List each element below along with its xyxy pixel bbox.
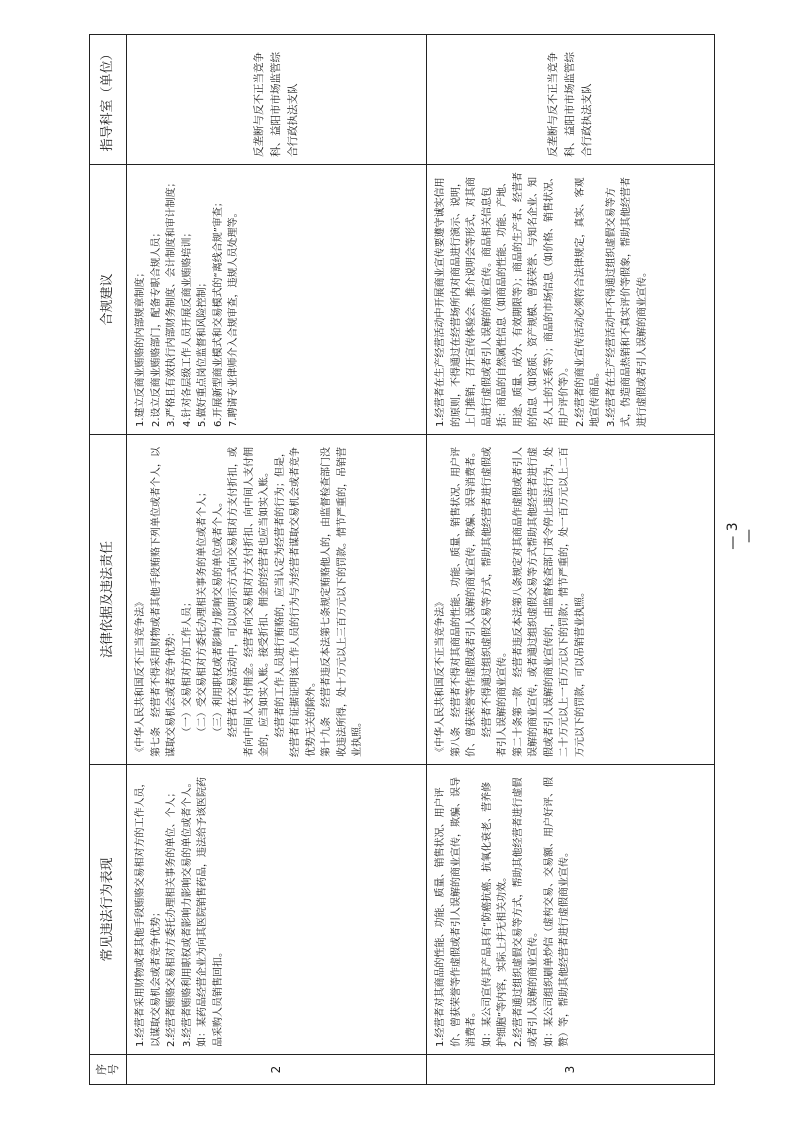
behavior-example: 如：某公司组织刷单炒信（虚构交易、交易额、用户好评、假赞）等，帮助其他经营者进行虚假商业宣传。: [543, 777, 570, 1047]
advice-line: 2.设立反商业贿赂部门，配备专职合规人员；: [150, 227, 162, 427]
unit-cell: 反垄断与反不正当竞争科、益阳市市场监管综合行政执法支队: [127, 35, 427, 165]
unit-cell: 反垄断与反不正当竞争科、益阳市市场监管综合行政执法支队: [427, 35, 715, 165]
advice-line: 1.经营者在生产经营活动中开展商业宣传要遵守诚实信用的原则，不得通过在经营场所内对商品进行演示、说明，上门推销，召开宣传体验会、推介说明会等形式，对其商品进行虚假或者引人误解的商业宣传。商品相关信息包括：商品的自然属性信息（如商品的性能、功能、产地、用途、质量、成分、有效期限等）；商品的生产者、经营者的信息（如资质、资产规模、曾获荣誉、与知名企业、知名人士的关系等）；商品的市场信息（如价格、销售状况、用户评价等）。: [435, 172, 570, 427]
row-number: 2: [127, 1055, 427, 1085]
compliance-table: [89, 34, 715, 1085]
legal-line: 《中华人民共和国反不正当竞争法》: [435, 597, 446, 757]
behavior-line: 2.经营者贿赂交易相对方委托办理相关事务的单位、个人；: [166, 787, 177, 1047]
table-row: [127, 35, 427, 1085]
advice-line: 7.聘请专业律师介入合规审查，违规人员处理等。: [228, 207, 239, 427]
legal-line: 《中华人民共和国反不正当竞争法》: [135, 597, 146, 757]
legal-line: 经营者不得通过组织虚假交易等方式，帮助其他经营者进行虚假或者引人误解的商业宣传。: [481, 447, 508, 757]
behavior-line: 1.经营者对其商品的性能、功能、质量、销售状况、用户评价、曾获荣誉等作虚假或者引人误解的商业宣传，欺骗、误导消费者。: [435, 777, 477, 1047]
legal-line: 第十九条 经营者违反本法第七条规定贿赂他人的，由监督检查部门没收违法所得，处十万元以上三百万元以下的罚款。情节严重的，吊销营业执照。: [321, 447, 363, 757]
advice-line: 5.做好重点岗位监督和风险控制；: [197, 277, 208, 427]
behavior-line: 1.经营者采用财物或者其他手段贿赂交易相对方的工作人员，以谋取交易机会或者竞争优势；: [135, 777, 162, 1047]
advice-line: 3.经营者在生产经营活动中不得通过组织虚假交易等方式，伪造商品热销和不真实评价等假象，帮助其他经营者进行虚假或者引人误解的商业宣传。: [605, 177, 648, 427]
header-row: [90, 35, 127, 1085]
behavior-line: 3.经营者贿赂利用职权或者影响力影响交易的单位或者个人。: [181, 777, 193, 1047]
advice-line: 6.开展新型商业模式和交易模式的“离线合规”审查；: [212, 197, 224, 427]
legal-line: （一）交易相对方的工作人员；: [181, 597, 193, 737]
legal-line: 第二十条第一款 经营者违反本法第八条规定对其商品作虚假或者引人误解的商业宣传，或者通过组织虚假交易等方式帮助其他经营者进行虚假或者引人误解的商业宣传的，由监督检查部门责令停止违法行为，处二十万元以上一百万元以下的罚款；情节严重的，处一百万元以上二百万元以下的罚款，可以吊销营业执照。: [512, 447, 586, 757]
header-seq: 序号: [90, 1055, 127, 1085]
legal-line: 第八条 经营者不得对其商品的性能、功能、质量、销售状况、用户评价、曾获荣誉等作虚假或者引人误解的商业宣传，欺骗、误导消费者。: [450, 447, 477, 757]
header-advice: 合规建议: [90, 165, 127, 435]
behavior-example: 如：某药品经营企业为向其医院销售药品，违法给予该医院药品采购人员销售回扣。: [197, 777, 224, 1047]
legal-line: 经营者在交易活动中，可以以明示方式向交易相对方支付折扣，或者向中间人支付佣金。经营者向交易相对方支付折扣、向中间人支付佣金的，应当如实入账。接受折扣、佣金的经营者也应当如实入账。: [228, 447, 270, 757]
behavior-example: 如：某公司宣传其产品具有“防癌抗癌、抗氧化衰老、营养修护细胞”等内容，实际上并无相关功效。: [481, 781, 508, 1047]
advice-line: 3.严格且有效执行内部财务制度、会计制度和审计制度；: [166, 177, 177, 427]
legal-line: 经营者的工作人员进行贿赂的，应当认定为经营者的行为；但是，经营者有证据证明该工作人员的行为与为经营者谋取交易机会或者竞争优势无关的除外。: [274, 447, 317, 757]
row-number: 3: [427, 1055, 715, 1085]
advice-line: 2.经营者的商业宣传活动必须符合法律规定，真实、客观地宣传商品。: [574, 177, 601, 427]
behavior-cell: [127, 765, 427, 1055]
header-behavior: 常见违法行为表现: [90, 765, 127, 1055]
page-number: — 3 —: [725, 522, 757, 550]
table-row: [427, 35, 715, 1085]
legal-line: （三）利用职权或者影响力影响交易的单位或者个人。: [212, 497, 224, 737]
rotated-page: [89, 35, 709, 1085]
behavior-cell: [427, 765, 715, 1055]
legal-cell: [127, 435, 427, 765]
advice-line: 1.建立反商业贿赂的内部规章制度；: [135, 267, 146, 427]
advice-line: 4.针对各层级工作人员开展反商业贿赂培训；: [181, 227, 193, 427]
legal-line: 第七条 经营者不得采用财物或者其他手段贿赂下列单位或者个人，以谋取交易机会或者竞争优势：: [150, 447, 177, 757]
advice-cell: [127, 165, 427, 435]
advice-cell: [427, 165, 715, 435]
behavior-line: 2.经营者通过组织虚假交易等方式，帮助其他经营者进行虚假或者引人误解的商业宣传。: [512, 777, 539, 1047]
legal-line: （二）受交易相对方委托办理相关事务的单位或者个人；: [197, 487, 208, 737]
header-unit: 指导科室（单位）: [90, 35, 127, 165]
legal-cell: [427, 435, 715, 765]
header-legal: 法律依据及违法责任: [90, 435, 127, 765]
